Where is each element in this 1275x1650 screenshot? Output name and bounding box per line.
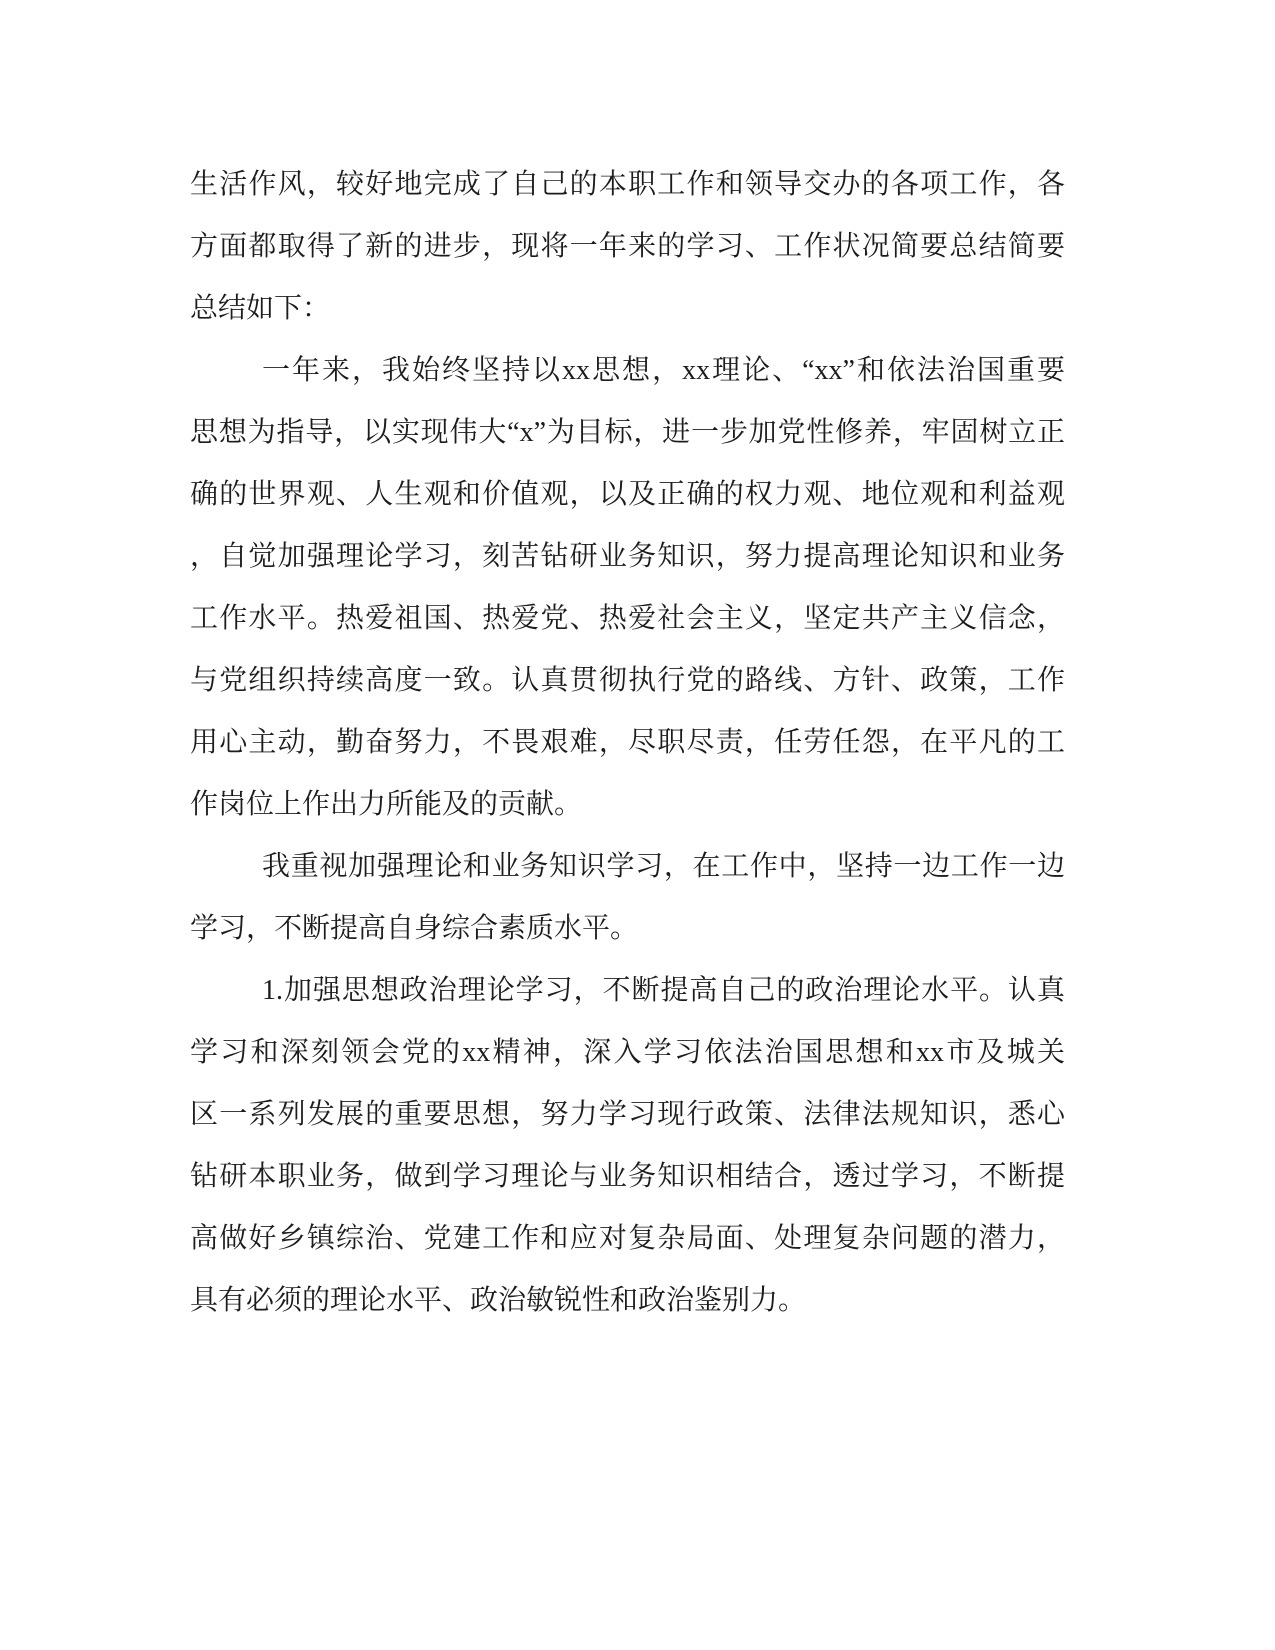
paragraph	[190, 340, 1065, 836]
paragraph	[190, 960, 1065, 1332]
text-line: 高做好乡镇综治、党建工作和应对复杂局面、处理复杂问题的潜力，	[190, 1223, 1065, 1254]
text-line: 区一系列发展的重要思想，努力学习现行政策、法律法规知识，悉心	[190, 1099, 1065, 1130]
text-line: 一年来，我始终坚持以xx思想，xx理论、“xx”和依法治国重要	[262, 355, 1065, 386]
document-body	[190, 154, 1065, 1332]
text-line: 思想为指导，以实现伟大“x”为目标，进一步加党性修养，牢固树立正	[190, 417, 1065, 448]
text-line: 学习，不断提高自身综合素质水平。	[190, 913, 639, 944]
text-line: 生活作风，较好地完成了自己的本职工作和领导交办的各项工作，各	[190, 169, 1065, 200]
text-line: 确的世界观、人生观和价值观，以及正确的权力观、地位观和利益观	[190, 479, 1065, 510]
text-line: 具有必须的理论水平、政治敏锐性和政治鉴别力。	[190, 1285, 807, 1316]
text-line: 作岗位上作出力所能及的贡献。	[190, 789, 583, 820]
text-line: 与党组织持续高度一致。认真贯彻执行党的路线、方针、政策，工作	[190, 665, 1065, 696]
text-line: 钻研本职业务，做到学习理论与业务知识相结合，透过学习，不断提	[190, 1161, 1065, 1192]
text-line: 总结如下：	[190, 293, 331, 324]
text-line: 方面都取得了新的进步，现将一年来的学习、工作状况简要总结简要	[190, 231, 1065, 262]
text-line: 学习和深刻领会党的xx精神，深入学习依法治国思想和xx市及城关	[190, 1037, 1065, 1068]
paragraph	[190, 154, 1065, 340]
text-line: ，自觉加强理论学习，刻苦钻研业务知识，努力提高理论知识和业务	[190, 541, 1065, 572]
text-line: 我重视加强理论和业务知识学习，在工作中，坚持一边工作一边	[262, 851, 1065, 882]
text-line: 用心主动，勤奋努力，不畏艰难，尽职尽责，任劳任怨，在平凡的工	[190, 727, 1065, 758]
text-line: 1.加强思想政治理论学习，不断提高自己的政治理论水平。认真	[262, 975, 1065, 1006]
text-line: 工作水平。热爱祖国、热爱党、热爱社会主义，坚定共产主义信念，	[190, 603, 1065, 634]
paragraph	[190, 836, 1065, 960]
